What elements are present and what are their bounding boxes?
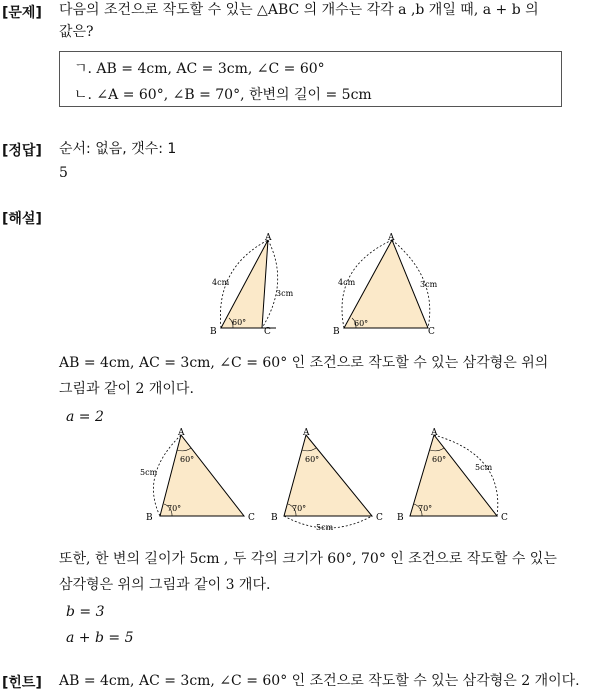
fig2-t1-label-70: 70° bbox=[167, 504, 182, 513]
fig2-t3-label-60: 60° bbox=[432, 455, 447, 464]
fig1-t1-label-B: B bbox=[210, 327, 217, 337]
explanation-para-1-line-1: AB = 4cm, AC = 3cm, ∠C = 60° 인 조건으로 작도할 수 있는 삼각형은 위의 bbox=[59, 355, 549, 371]
hint-text: AB = 4cm, AC = 3cm, ∠C = 60° 인 조건으로 작도할 수 있는 삼각형은 2 개이다. bbox=[59, 673, 580, 689]
fig2-t2-label-A: A bbox=[303, 428, 310, 438]
fig1-t2-label-60: 60° bbox=[354, 319, 369, 328]
condition-1: ㄱ. AB = 4cm, AC = 3cm, ∠C = 60° bbox=[74, 61, 325, 77]
fig2-t2-label-B: B bbox=[271, 513, 278, 523]
hint-label: [힌트] bbox=[2, 675, 42, 691]
fig2-t3-label-70: 70° bbox=[418, 504, 433, 513]
fig2-t3-label-A: A bbox=[431, 428, 438, 438]
figure-1 bbox=[0, 228, 592, 348]
fig1-triangle-2 bbox=[333, 233, 438, 337]
fig2-t1-label-A: A bbox=[178, 428, 185, 438]
explanation-para-2-line-1: 또한, 한 변의 길이가 5cm , 두 각의 크기가 60°, 70° 인 조건으로 작도할 수 있는 bbox=[59, 551, 557, 567]
fig1-t2-label-3cm: 3cm bbox=[420, 280, 438, 289]
fig2-triangle-1 bbox=[140, 428, 255, 523]
explanation-label: [해설] bbox=[2, 211, 42, 227]
equation-sum: a + b = 5 bbox=[66, 630, 134, 646]
explanation-para-1-line-2: 그림과 같이 2 개이다. bbox=[59, 381, 194, 397]
fig2-t1-label-B: B bbox=[146, 513, 153, 523]
problem-line-2: 값은? bbox=[59, 24, 94, 40]
fig2-t2-label-60: 60° bbox=[305, 455, 320, 464]
fig2-t2-label-70: 70° bbox=[292, 504, 307, 513]
fig1-t2-label-A: A bbox=[388, 233, 395, 243]
answer-label: [정답] bbox=[2, 143, 42, 159]
fig1-t1-label-4cm: 4cm bbox=[212, 278, 230, 287]
fig2-t2-label-5cm: 5cm bbox=[316, 523, 334, 530]
conditions-box bbox=[59, 51, 562, 107]
fig1-t1-label-C: C bbox=[264, 327, 271, 337]
fig1-triangle-1 bbox=[210, 233, 294, 337]
condition-2: ㄴ. ∠A = 60°, ∠B = 70°, 한변의 길이 = 5cm bbox=[74, 87, 372, 103]
equation-b: b = 3 bbox=[66, 604, 105, 620]
fig2-t3-label-B: B bbox=[397, 513, 404, 523]
fig2-triangle-2 bbox=[271, 428, 383, 530]
fig2-t3-label-C: C bbox=[501, 513, 508, 523]
fig1-t1-label-A: A bbox=[265, 233, 272, 243]
fig2-t3-label-5cm: 5cm bbox=[475, 463, 493, 472]
answer-line-1: 순서: 없음, 갯수: 1 bbox=[59, 141, 177, 157]
fig1-t2-label-B: B bbox=[333, 327, 340, 337]
fig1-t1-label-60: 60° bbox=[232, 318, 247, 327]
explanation-para-2-line-2: 삼각형은 위의 그림과 같이 3 개다. bbox=[59, 577, 271, 593]
answer-line-2: 5 bbox=[59, 165, 68, 181]
fig2-t1-label-60: 60° bbox=[180, 455, 195, 464]
fig2-t1-label-5cm: 5cm bbox=[140, 468, 158, 477]
fig2-t2-label-C: C bbox=[376, 513, 383, 523]
fig1-t2-label-4cm: 4cm bbox=[338, 278, 356, 287]
figure-2 bbox=[0, 420, 592, 530]
problem-line-1: 다음의 조건으로 작도할 수 있는 △ABC 의 개수는 각각 a ,b 개일 때, a + b 의 bbox=[59, 2, 539, 18]
problem-label: [문제] bbox=[2, 5, 42, 21]
fig1-t2-label-C: C bbox=[428, 327, 435, 337]
fig2-triangle-3 bbox=[397, 428, 508, 523]
fig2-t1-label-C: C bbox=[248, 513, 255, 523]
fig1-t1-label-3cm: 3cm bbox=[276, 289, 294, 298]
equation-a: a = 2 bbox=[66, 409, 104, 425]
